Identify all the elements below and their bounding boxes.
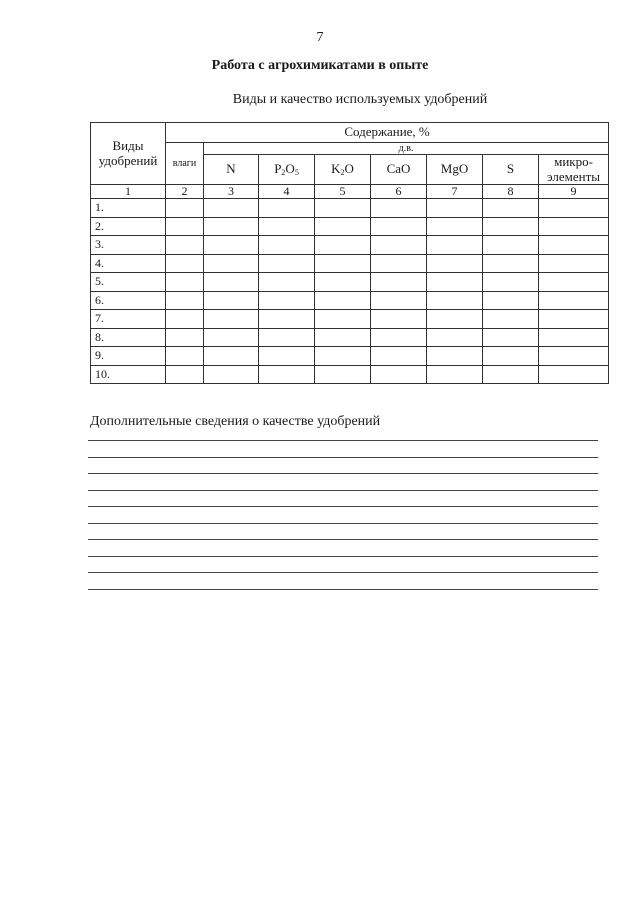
- row-number: 2.: [91, 217, 166, 236]
- header-active-substance: д.в.: [204, 143, 609, 155]
- empty-cell: [315, 310, 371, 329]
- empty-cell: [259, 347, 315, 366]
- header-fertilizer-types: Виды удобрений: [91, 123, 166, 185]
- empty-cell: [204, 254, 259, 273]
- column-number: 8: [483, 185, 539, 199]
- table-row: [91, 236, 609, 255]
- empty-cell: [371, 328, 427, 347]
- empty-cell: [259, 365, 315, 384]
- empty-cell: [259, 199, 315, 218]
- empty-cell: [483, 310, 539, 329]
- empty-cell: [315, 236, 371, 255]
- page-title: Работа с агрохимикатами в опыте: [211, 58, 429, 73]
- empty-cell: [166, 217, 204, 236]
- empty-cell: [204, 199, 259, 218]
- empty-cell: [259, 217, 315, 236]
- empty-cell: [539, 328, 609, 347]
- blank-writing-line: [88, 589, 598, 590]
- column-number-row: [91, 185, 609, 199]
- empty-cell: [315, 199, 371, 218]
- empty-cell: [539, 236, 609, 255]
- blank-writing-line: [88, 556, 598, 557]
- empty-cell: [166, 328, 204, 347]
- empty-cell: [166, 291, 204, 310]
- empty-cell: [166, 254, 204, 273]
- column-number: 4: [259, 185, 315, 199]
- empty-cell: [371, 217, 427, 236]
- empty-cell: [539, 254, 609, 273]
- empty-cell: [371, 347, 427, 366]
- table-row: [91, 254, 609, 273]
- row-number: 1.: [91, 199, 166, 218]
- empty-cell: [371, 236, 427, 255]
- empty-cell: [371, 273, 427, 292]
- row-number: 7.: [91, 310, 166, 329]
- empty-cell: [539, 273, 609, 292]
- additional-info-heading: Дополнительные сведения о качестве удобрений: [90, 414, 381, 429]
- empty-cell: [539, 310, 609, 329]
- empty-cell: [483, 365, 539, 384]
- blank-writing-line: [88, 572, 598, 573]
- row-number: 6.: [91, 291, 166, 310]
- empty-cell: [483, 328, 539, 347]
- empty-cell: [371, 310, 427, 329]
- blank-writing-line: [88, 490, 598, 491]
- table-row: [91, 328, 609, 347]
- empty-cell: [427, 291, 483, 310]
- blank-writing-line: [88, 457, 598, 458]
- fertilizer-table: [90, 122, 609, 384]
- header-element-k2o: $K_2O$: [315, 155, 371, 185]
- header-element-s: S: [483, 155, 539, 185]
- header-element-micro: микро-элементы: [539, 155, 609, 185]
- row-number: 5.: [91, 273, 166, 292]
- empty-cell: [483, 217, 539, 236]
- header-moisture: влаги: [166, 143, 204, 185]
- empty-cell: [204, 310, 259, 329]
- column-number: 5: [315, 185, 371, 199]
- empty-cell: [259, 328, 315, 347]
- empty-cell: [427, 217, 483, 236]
- empty-cell: [315, 328, 371, 347]
- blank-writing-line: [88, 523, 598, 524]
- row-number: 3.: [91, 236, 166, 255]
- empty-cell: [315, 365, 371, 384]
- empty-cell: [427, 365, 483, 384]
- column-number: 9: [539, 185, 609, 199]
- blank-writing-line: [88, 539, 598, 540]
- empty-cell: [371, 199, 427, 218]
- empty-cell: [315, 273, 371, 292]
- empty-cell: [204, 217, 259, 236]
- empty-cell: [427, 273, 483, 292]
- empty-cell: [483, 199, 539, 218]
- empty-cell: [259, 291, 315, 310]
- table-row: [91, 199, 609, 218]
- column-number: 6: [371, 185, 427, 199]
- empty-cell: [166, 310, 204, 329]
- empty-cell: [259, 254, 315, 273]
- empty-cell: [427, 236, 483, 255]
- empty-cell: [315, 254, 371, 273]
- column-number: 7: [427, 185, 483, 199]
- empty-cell: [315, 217, 371, 236]
- empty-cell: [204, 328, 259, 347]
- table-row: [91, 347, 609, 366]
- empty-cell: [371, 291, 427, 310]
- empty-cell: [427, 254, 483, 273]
- header-content-group: Содержание, %: [166, 123, 609, 143]
- table-row: [91, 217, 609, 236]
- empty-cell: [539, 199, 609, 218]
- empty-cell: [259, 310, 315, 329]
- empty-cell: [539, 365, 609, 384]
- empty-cell: [539, 347, 609, 366]
- empty-cell: [315, 291, 371, 310]
- table-row: [91, 291, 609, 310]
- row-number: 10.: [91, 365, 166, 384]
- empty-cell: [166, 199, 204, 218]
- table-row: [91, 365, 609, 384]
- empty-cell: [371, 365, 427, 384]
- column-number: 2: [166, 185, 204, 199]
- empty-cell: [315, 347, 371, 366]
- empty-cell: [483, 347, 539, 366]
- empty-cell: [483, 291, 539, 310]
- empty-cell: [483, 273, 539, 292]
- blank-writing-line: [88, 506, 598, 507]
- blank-writing-line: [88, 473, 598, 474]
- empty-cell: [427, 328, 483, 347]
- row-number: 4.: [91, 254, 166, 273]
- empty-cell: [539, 291, 609, 310]
- empty-cell: [427, 347, 483, 366]
- column-number: 1: [91, 185, 166, 199]
- empty-cell: [166, 365, 204, 384]
- row-number: 8.: [91, 328, 166, 347]
- header-element-p2o5: $P_2O_5$: [259, 155, 315, 185]
- empty-cell: [427, 310, 483, 329]
- empty-cell: [259, 273, 315, 292]
- empty-cell: [483, 254, 539, 273]
- empty-cell: [204, 273, 259, 292]
- empty-cell: [204, 347, 259, 366]
- empty-cell: [166, 236, 204, 255]
- empty-cell: [204, 365, 259, 384]
- empty-cell: [539, 217, 609, 236]
- empty-cell: [204, 291, 259, 310]
- empty-cell: [371, 254, 427, 273]
- column-number: 3: [204, 185, 259, 199]
- empty-cell: [259, 236, 315, 255]
- empty-cell: [166, 347, 204, 366]
- page-number: 7: [316, 30, 324, 45]
- table-body: [91, 199, 609, 384]
- blank-writing-line: [88, 440, 598, 441]
- header-element-cao: CaO: [371, 155, 427, 185]
- empty-cell: [483, 236, 539, 255]
- table-row: [91, 273, 609, 292]
- row-number: 9.: [91, 347, 166, 366]
- table-caption: Виды и качество используемых удобрений: [232, 92, 488, 107]
- header-element-n: N: [204, 155, 259, 185]
- table-row: [91, 310, 609, 329]
- empty-cell: [427, 199, 483, 218]
- empty-cell: [166, 273, 204, 292]
- header-element-mgo: MgO: [427, 155, 483, 185]
- empty-cell: [204, 236, 259, 255]
